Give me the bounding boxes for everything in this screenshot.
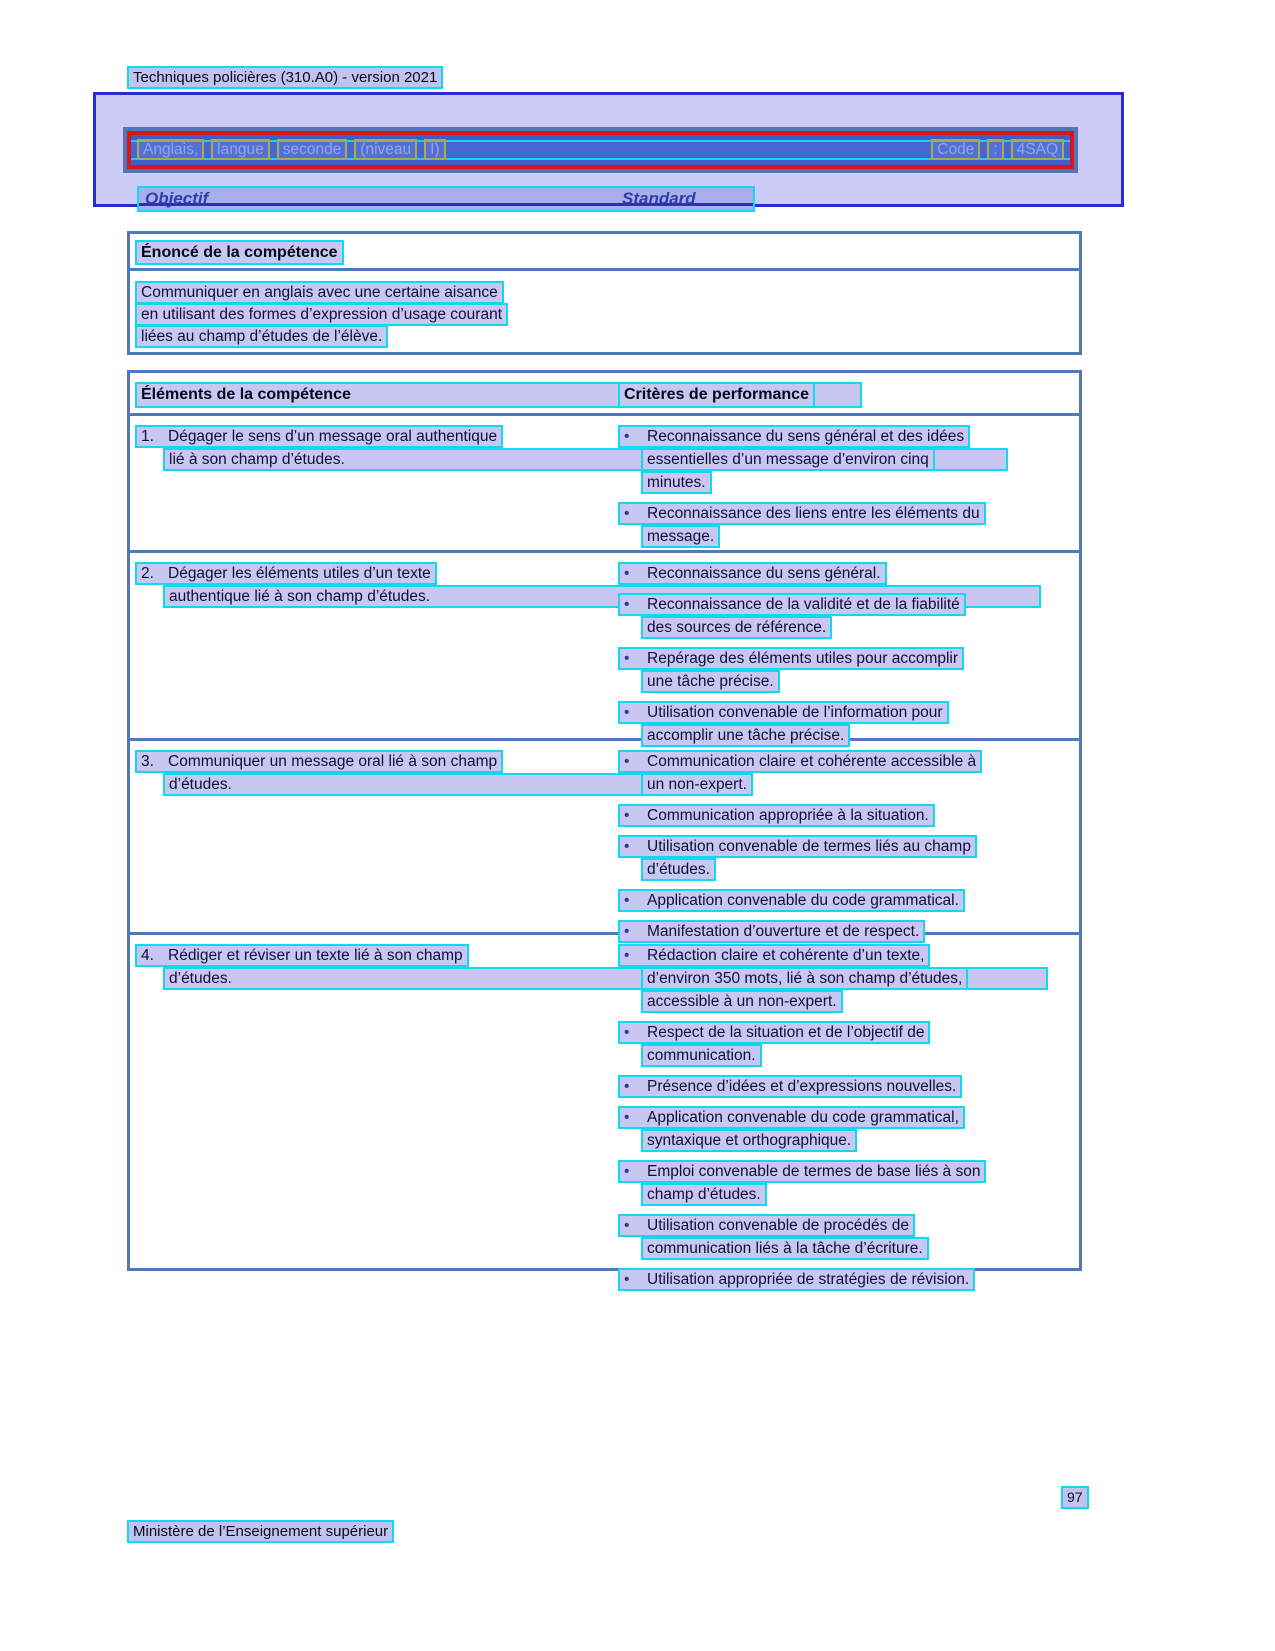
- footer: [127, 1520, 394, 1543]
- criteria-line[interactable]: • Respect de la situation et de l’objectif de: [618, 1021, 930, 1044]
- criteria-line[interactable]: • Utilisation appropriée de stratégies de révision.: [618, 1268, 975, 1291]
- course-code-word[interactable]: 4SAQ: [1011, 139, 1064, 160]
- bullet-icon: •: [624, 838, 630, 855]
- page-number-wrap: [1061, 1486, 1089, 1509]
- criteria-item: [618, 944, 1079, 1013]
- banner-row: [137, 137, 1064, 162]
- criteria-line[interactable]: champ d’études.: [641, 1183, 767, 1206]
- element-line[interactable]: 1. Dégager le sens d’un message oral authentique: [135, 425, 503, 448]
- bullet-icon: •: [624, 1109, 630, 1126]
- elements-header: Éléments de la compétence: [141, 386, 351, 403]
- criteria-line[interactable]: un non-expert.: [641, 773, 753, 796]
- criteria-line[interactable]: • Rédaction claire et cohérente d’un texte,: [618, 944, 930, 967]
- bullet-icon: •: [624, 1217, 630, 1234]
- criteria-line[interactable]: syntaxique et orthographique.: [641, 1129, 857, 1152]
- competence-table: [127, 370, 1082, 1288]
- bullet-icon: •: [624, 1078, 630, 1095]
- heading-standard: Standard: [622, 189, 696, 208]
- course-title-word[interactable]: langue: [211, 139, 270, 160]
- criteria-item: [618, 1268, 1079, 1291]
- enonce-line[interactable]: Communiquer en anglais avec une certaine aisance: [135, 281, 504, 304]
- bullet-icon: •: [624, 650, 630, 667]
- footer-text[interactable]: Ministère de l’Enseignement supérieur: [127, 1520, 394, 1543]
- criteria-cell: [618, 741, 1079, 943]
- criteria-item: [618, 750, 1079, 796]
- criteria-line[interactable]: • Repérage des éléments utiles pour accomplir: [618, 647, 964, 670]
- criteria-line[interactable]: • Communication appropriée à la situation.: [618, 804, 935, 827]
- criteria-line[interactable]: d’études.: [641, 858, 716, 881]
- row-number: 4.: [141, 947, 154, 964]
- doc-header-text[interactable]: Techniques policières (310.A0) - version 2021: [127, 66, 443, 89]
- criteria-line[interactable]: une tâche précise.: [641, 670, 780, 693]
- criteria-item: [618, 1214, 1079, 1260]
- element-line[interactable]: 4. Rédiger et réviser un texte lié à son champ: [135, 944, 469, 967]
- criteria-line[interactable]: accomplir une tâche précise.: [641, 724, 850, 747]
- element-line[interactable]: 2. Dégager les éléments utiles d’un texte: [135, 562, 437, 585]
- element-line[interactable]: d’études.: [163, 967, 1048, 990]
- criteria-line[interactable]: essentielles d’un message d’environ cinq: [641, 448, 935, 471]
- bullet-icon: •: [624, 1271, 630, 1288]
- criteria-line[interactable]: communication.: [641, 1044, 762, 1067]
- competence-row: [130, 416, 1079, 550]
- bullet-icon: •: [624, 428, 630, 445]
- criteria-line[interactable]: • Utilisation convenable de termes liés au champ: [618, 835, 977, 858]
- course-title-word[interactable]: seconde: [277, 139, 348, 160]
- criteria-line[interactable]: d’environ 350 mots, lié à son champ d’études,: [641, 967, 968, 990]
- element-line[interactable]: d’études.: [163, 773, 745, 796]
- criteria-line[interactable]: • Application convenable du code grammatical,: [618, 1106, 965, 1129]
- row-number: 2.: [141, 565, 154, 582]
- criteria-line[interactable]: • Manifestation d’ouverture et de respect.: [618, 920, 925, 943]
- bullet-icon: •: [624, 1024, 630, 1041]
- criteria-line[interactable]: message.: [641, 525, 720, 548]
- criteria-line[interactable]: • Utilisation convenable de procédés de: [618, 1214, 915, 1237]
- criteria-line[interactable]: • Présence d’idées et d’expressions nouvelles.: [618, 1075, 962, 1098]
- course-code-words: [931, 139, 1064, 160]
- course-code-word[interactable]: Code: [931, 139, 980, 160]
- element-line[interactable]: lié à son champ d’études.: [163, 448, 1008, 471]
- criteria-line[interactable]: • Reconnaissance du sens général et des idées: [618, 425, 970, 448]
- criteria-line[interactable]: • Reconnaissance des liens entre les éléments du: [618, 502, 986, 525]
- enonce-table: [127, 231, 1082, 355]
- criteria-item: [618, 1021, 1079, 1067]
- criteria-item: [618, 425, 1079, 494]
- criteres-header[interactable]: Critères de performance: [618, 382, 815, 408]
- criteria-line[interactable]: • Reconnaissance de la validité et de la fiabilité: [618, 593, 966, 616]
- competence-rows: [130, 416, 1079, 1288]
- course-code-word[interactable]: :: [987, 139, 1003, 160]
- bullet-icon: •: [624, 565, 630, 582]
- criteria-line[interactable]: des sources de référence.: [641, 616, 832, 639]
- bullet-icon: •: [624, 947, 630, 964]
- heading-objectif: Objectif: [145, 189, 209, 208]
- criteria-line[interactable]: • Reconnaissance du sens général.: [618, 562, 887, 585]
- course-title-word[interactable]: I): [424, 139, 445, 160]
- course-title-word[interactable]: (niveau: [354, 139, 417, 160]
- criteria-line[interactable]: • Application convenable du code grammatical.: [618, 889, 965, 912]
- criteria-item: [618, 804, 1079, 827]
- bullet-icon: •: [624, 596, 630, 613]
- competence-header-strip[interactable]: [135, 382, 862, 408]
- criteria-cell: [618, 935, 1079, 1291]
- criteria-item: [618, 593, 1079, 639]
- doc-header: [127, 66, 443, 89]
- course-title-word[interactable]: Anglais,: [137, 139, 204, 160]
- bullet-icon: •: [624, 704, 630, 721]
- bullet-icon: •: [624, 892, 630, 909]
- enonce-body: [130, 271, 1079, 347]
- course-title-words: [137, 139, 446, 160]
- criteria-item: [618, 1075, 1079, 1098]
- criteria-item: [618, 647, 1079, 693]
- criteria-item: [618, 562, 1079, 585]
- competence-row: [130, 738, 1079, 940]
- page-number[interactable]: 97: [1061, 1486, 1089, 1509]
- criteria-line[interactable]: • Emploi convenable de termes de base liés à son: [618, 1160, 986, 1183]
- criteria-item: [618, 835, 1079, 881]
- enonce-header[interactable]: Énoncé de la compétence: [135, 240, 344, 265]
- objectif-standard-strip[interactable]: [137, 186, 755, 212]
- element-line[interactable]: authentique lié à son champ d’études.: [163, 585, 1041, 608]
- criteria-line[interactable]: • Communication claire et cohérente accessible à: [618, 750, 982, 773]
- row-number: 3.: [141, 753, 154, 770]
- criteria-line[interactable]: minutes.: [641, 471, 712, 494]
- bullet-icon: •: [624, 923, 630, 940]
- criteria-cell: [618, 416, 1079, 548]
- competence-row: [130, 550, 1079, 744]
- criteria-cell: [618, 553, 1079, 747]
- bullet-icon: •: [624, 807, 630, 824]
- criteria-line[interactable]: accessible à un non-expert.: [641, 990, 843, 1013]
- enonce-line[interactable]: liées au champ d’études de l’élève.: [135, 325, 388, 348]
- element-line[interactable]: 3. Communiquer un message oral lié à son champ: [135, 750, 503, 773]
- bullet-icon: •: [624, 753, 630, 770]
- bullet-icon: •: [624, 505, 630, 522]
- bullet-icon: •: [624, 1163, 630, 1180]
- criteria-item: [618, 1106, 1079, 1152]
- criteria-item: [618, 502, 1079, 548]
- course-banner: [127, 131, 1074, 169]
- criteria-item: [618, 889, 1079, 912]
- competence-header-row: [130, 373, 1079, 416]
- enonce-header-row: [130, 234, 1079, 271]
- criteria-line[interactable]: • Utilisation convenable de l’information pour: [618, 701, 949, 724]
- competence-row: [130, 932, 1079, 1288]
- enonce-line[interactable]: en utilisant des formes d’expression d’usage courant: [135, 303, 508, 326]
- criteria-item: [618, 1160, 1079, 1206]
- row-number: 1.: [141, 428, 154, 445]
- criteria-line[interactable]: communication liés à la tâche d’écriture.: [641, 1237, 929, 1260]
